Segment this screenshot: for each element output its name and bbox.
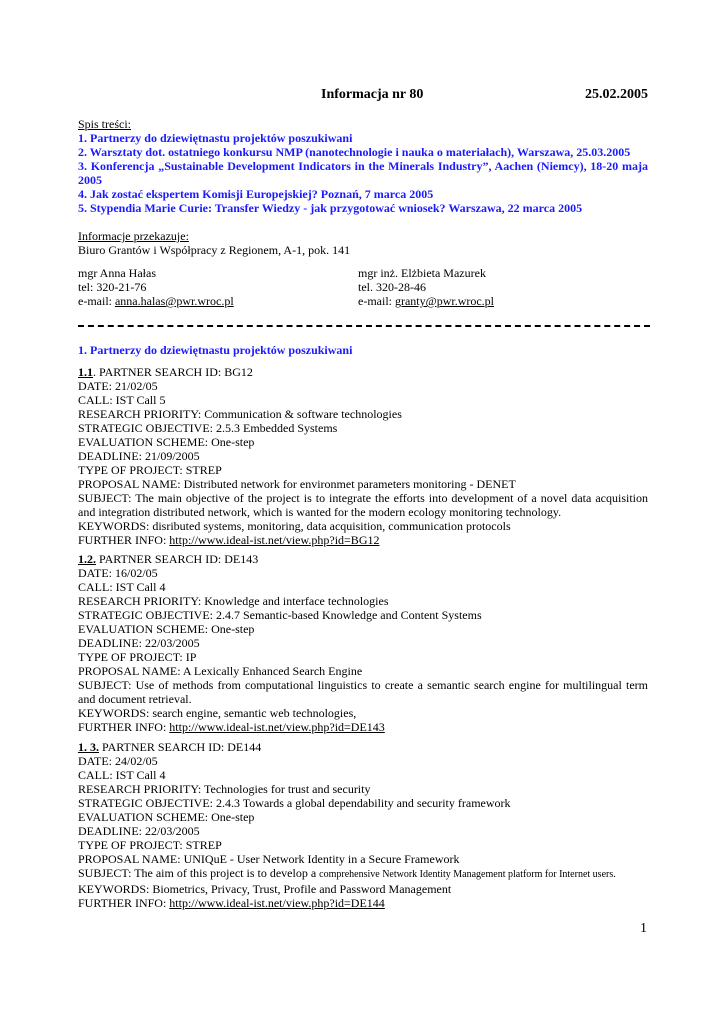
entry-type: TYPE OF PROJECT: STREP xyxy=(78,463,222,477)
entry-priority: RESEARCH PRIORITY: Technologies for trust and security xyxy=(78,782,371,796)
partner-entry xyxy=(78,365,648,547)
document-header xyxy=(78,87,648,105)
entry-info xyxy=(78,533,648,547)
toc-label: Spis treści: xyxy=(78,117,131,131)
email-prefix: e-mail: xyxy=(358,294,395,308)
further-info-link[interactable]: http://www.ideal-ist.net/view.php?id=DE143 xyxy=(169,720,385,734)
entry-keywords: KEYWORDS: disributed systems, monitoring, data acquisition, communication protocols xyxy=(78,519,511,533)
entry-deadline: DEADLINE: 22/03/2005 xyxy=(78,824,200,838)
table-of-contents xyxy=(78,117,648,215)
subject-text-small: comprehensive Network Identity Management platform for Internet users. xyxy=(319,869,616,880)
toc-item[interactable]: 5. Stypendia Marie Curie: Transfer Wiedzy - jak przygotować wniosek? Warszawa, 22 marca 2005 xyxy=(78,201,583,215)
entry-proposal: PROPOSAL NAME: A Lexically Enhanced Search Engine xyxy=(78,664,363,678)
entry-info xyxy=(78,720,648,734)
entry-date: DATE: 21/02/05 xyxy=(78,379,158,393)
toc-item[interactable]: 4. Jak zostać ekspertem Komisji Europejskiej? Poznań, 7 marca 2005 xyxy=(78,187,434,201)
entry-head xyxy=(78,365,648,379)
section-title: 1. Partnerzy do dziewiętnastu projektów poszukiwani xyxy=(78,343,353,357)
entry-proposal: PROPOSAL NAME: Distributed network for environmet parameters monitoring - DENET xyxy=(78,477,516,491)
info-prefix: FURTHER INFO: xyxy=(78,533,170,547)
entry-subject xyxy=(78,866,648,882)
entry-date: DATE: 24/02/05 xyxy=(78,754,158,768)
info-prefix: FURTHER INFO: xyxy=(78,896,170,910)
entry-keywords: KEYWORDS: search engine, semantic web technologies, xyxy=(78,706,357,720)
toc-item[interactable]: 2. Warsztaty dot. ostatniego konkursu NMP (nanotechnologie i nauka o materiałach), Warszawa, 25.03.2005 xyxy=(78,145,631,159)
email-link[interactable]: granty@pwr.wroc.pl xyxy=(394,294,495,308)
toc-item[interactable]: 1. Partnerzy do dziewiętnastu projektów poszukiwani xyxy=(78,131,353,145)
entry-call: CALL: IST Call 5 xyxy=(78,393,166,407)
contact-right xyxy=(358,266,638,308)
entry-subject: SUBJECT: The main objective of the project is to integrate the efforts into development of a novel data acquisition and integration distributed network, which is wanted for the modern ecology monitoring technology. xyxy=(78,491,648,519)
entry-scheme: EVALUATION SCHEME: One-step xyxy=(78,435,255,449)
entry-type: TYPE OF PROJECT: STREP xyxy=(78,838,222,852)
contact-name: mgr Anna Hałas xyxy=(78,266,156,280)
entry-call: CALL: IST Call 4 xyxy=(78,768,166,782)
contact-email-row xyxy=(78,294,358,308)
subject-text: SUBJECT: The aim of this project is to develop a xyxy=(78,866,320,880)
office-text: Biuro Grantów i Współpracy z Regionem, A-1, pok. 141 xyxy=(78,243,351,257)
toc-item[interactable]: 3. Konferencja „Sustainable Development Indicators in the Minerals Industry”, Aachen (Niemcy), 18-20 maja 2005 xyxy=(78,159,648,187)
info-block xyxy=(78,229,648,257)
entry-head xyxy=(78,552,648,566)
entry-priority: RESEARCH PRIORITY: Communication & software technologies xyxy=(78,407,402,421)
email-prefix: e-mail: xyxy=(78,294,115,308)
email-link[interactable]: anna.halas@pwr.wroc.pl xyxy=(114,294,234,308)
entry-info xyxy=(78,896,648,910)
contact-email-row xyxy=(358,294,638,308)
entry-proposal: PROPOSAL NAME: UNIQuE - User Network Identity in a Secure Framework xyxy=(78,852,460,866)
entry-call: CALL: IST Call 4 xyxy=(78,580,166,594)
entry-id: PARTNER SEARCH ID: DE143 xyxy=(96,552,259,566)
contact-tel: tel: 320-21-76 xyxy=(78,280,147,294)
entry-id: PARTNER SEARCH ID: DE144 xyxy=(99,740,262,754)
entry-date: DATE: 16/02/05 xyxy=(78,566,158,580)
contact-tel: tel. 320-28-46 xyxy=(358,280,426,294)
entry-scheme: EVALUATION SCHEME: One-step xyxy=(78,810,255,824)
document-date: 25.02.2005 xyxy=(585,87,648,102)
entry-id: . PARTNER SEARCH ID: BG12 xyxy=(93,365,253,379)
entry-number: 1.1 xyxy=(78,365,93,379)
entry-keywords: KEYWORDS: Biometrics, Privacy, Trust, Profile and Password Management xyxy=(78,882,452,896)
info-prefix: FURTHER INFO: xyxy=(78,720,170,734)
entry-objective: STRATEGIC OBJECTIVE: 2.4.7 Semantic-based Knowledge and Content Systems xyxy=(78,608,482,622)
entry-priority: RESEARCH PRIORITY: Knowledge and interface technologies xyxy=(78,594,389,608)
partner-entry xyxy=(78,552,648,734)
entry-objective: STRATEGIC OBJECTIVE: 2.5.3 Embedded Systems xyxy=(78,421,338,435)
contact-name: mgr inż. Elżbieta Mazurek xyxy=(358,266,486,280)
document-title: Informacja nr 80 xyxy=(321,87,424,102)
entry-type: TYPE OF PROJECT: IP xyxy=(78,650,197,664)
entry-subject: SUBJECT: Use of methods from computational linguistics to create a semantic search engine for multilingual term and document retrieval. xyxy=(78,678,648,706)
info-label: Informacje przekazuje: xyxy=(78,229,189,243)
entry-deadline: DEADLINE: 21/09/2005 xyxy=(78,449,200,463)
entry-number: 1. 3. xyxy=(78,740,99,754)
further-info-link[interactable]: http://www.ideal-ist.net/view.php?id=DE144 xyxy=(169,896,385,910)
page-number: 1 xyxy=(640,921,647,936)
entry-head xyxy=(78,740,648,754)
entry-deadline: DEADLINE: 22/03/2005 xyxy=(78,636,200,650)
entry-scheme: EVALUATION SCHEME: One-step xyxy=(78,622,255,636)
entry-objective: STRATEGIC OBJECTIVE: 2.4.3 Towards a global dependability and security framework xyxy=(78,796,511,810)
section-divider xyxy=(78,325,650,327)
partner-entry xyxy=(78,740,648,910)
further-info-link[interactable]: http://www.ideal-ist.net/view.php?id=BG12 xyxy=(169,533,380,547)
entry-number: 1.2. xyxy=(78,552,96,566)
contact-left xyxy=(78,266,358,308)
